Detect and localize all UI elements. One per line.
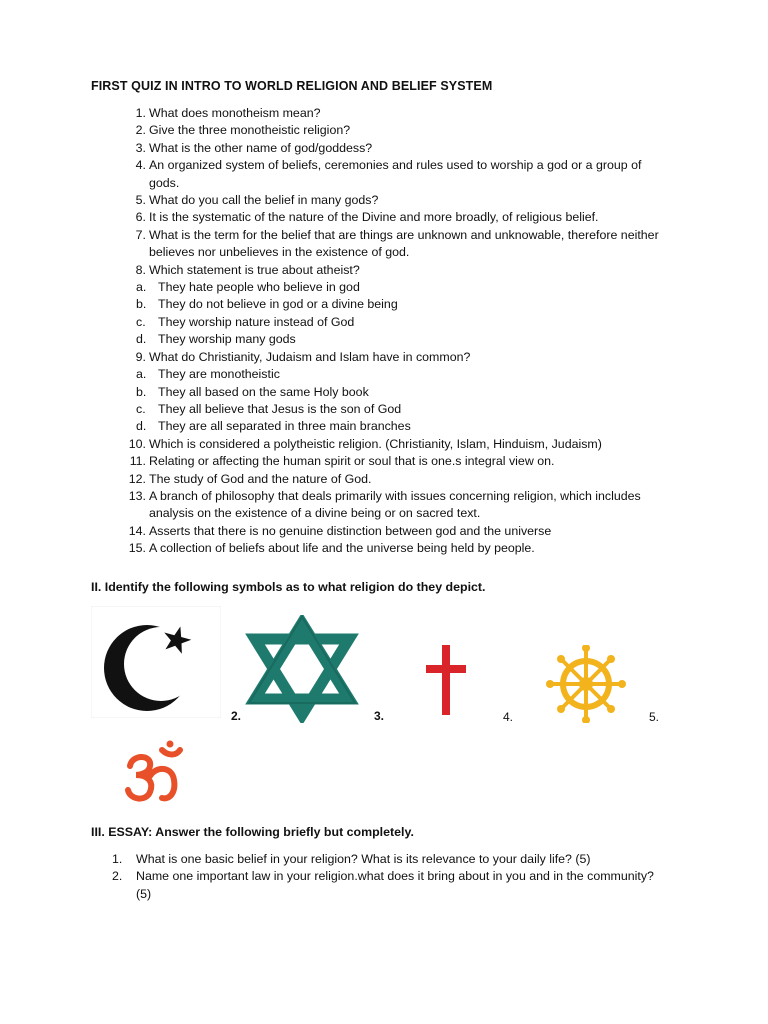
essay-item-1: 1. What is one basic belief in your religion? What is its relevance to your daily life? (5) — [112, 852, 591, 866]
essay-item-2: 2. Name one important law in your religion.what does it bring about in you and in the community? (5) — [112, 869, 654, 901]
q9-option-c: c. They all believe that Jesus is the son of God — [136, 401, 402, 416]
question-7: 7. What is the term for the belief that are things are unknown and unknowable, therefore neither believes nor unbelieves in the existence of god. — [135, 227, 659, 260]
symbol-label-2: 2. — [231, 709, 242, 723]
crescent-star-icon — [91, 606, 221, 718]
star-of-david-icon — [245, 615, 360, 723]
section-3-heading: III. ESSAY: Answer the following briefly but completely. — [91, 825, 414, 839]
essay-list — [0, 851, 768, 903]
question-2: 2. Give the three monotheistic religion? — [135, 123, 351, 138]
quiz-title: FIRST QUIZ IN INTRO TO WORLD RELIGION AND BELIEF SYSTEM — [91, 79, 493, 93]
question-list — [0, 105, 768, 558]
q9-option-b: b. They all based on the same Holy book — [136, 384, 369, 399]
om-icon — [122, 740, 184, 808]
dharma-wheel-icon — [540, 645, 632, 723]
question-5: 5. What do you call the belief in many gods? — [135, 193, 379, 208]
section-2-heading: II. Identify the following symbols as to what religion do they depict. — [91, 580, 486, 594]
latin-cross-icon — [425, 645, 467, 715]
q8-option-d: d. They worship many gods — [136, 332, 296, 347]
q9-option-d: d. They are all separated in three main branches — [136, 419, 411, 434]
question-8: 8. Which statement is true about atheist? — [135, 262, 360, 277]
question-1: 1. What does monotheism mean? — [135, 106, 321, 120]
question-11: 11. Relating or affecting the human spirit or soul that is one.s integral view on. — [129, 454, 555, 469]
q8-option-b: b. They do not believe in god or a divine being — [136, 297, 398, 312]
symbol-label-3: 3. — [374, 709, 385, 723]
question-12: 12. The study of God and the nature of God. — [128, 471, 372, 486]
question-13: 13. A branch of philosophy that deals primarily with issues concerning religion, which includes analysis on the existence of a divine being or on sacred text. — [128, 488, 641, 521]
question-15: 15. A collection of beliefs about life and the universe being held by people. — [128, 541, 535, 556]
q9-option-a: a. They are monotheistic — [136, 367, 280, 382]
symbol-label-5: 5. — [649, 710, 660, 724]
symbol-label-4: 4. — [503, 710, 514, 724]
q8-option-c: c. They worship nature instead of God — [136, 314, 355, 329]
question-14: 14. Asserts that there is no genuine distinction between god and the universe — [128, 523, 552, 538]
question-9: 9. What do Christianity, Judaism and Islam have in common? — [135, 349, 471, 364]
q8-option-a: a. They hate people who believe in god — [136, 280, 360, 295]
question-6: 6. It is the systematic of the nature of the Divine and more broadly, of religious belief. — [135, 210, 599, 225]
question-3: 3. What is the other name of god/goddess? — [135, 140, 373, 155]
question-10: 10. Which is considered a polytheistic religion. (Christianity, Islam, Hinduism, Judaism) — [128, 436, 602, 451]
question-4: 4. An organized system of beliefs, ceremonies and rules used to worship a god or a group of gods. — [135, 158, 642, 190]
